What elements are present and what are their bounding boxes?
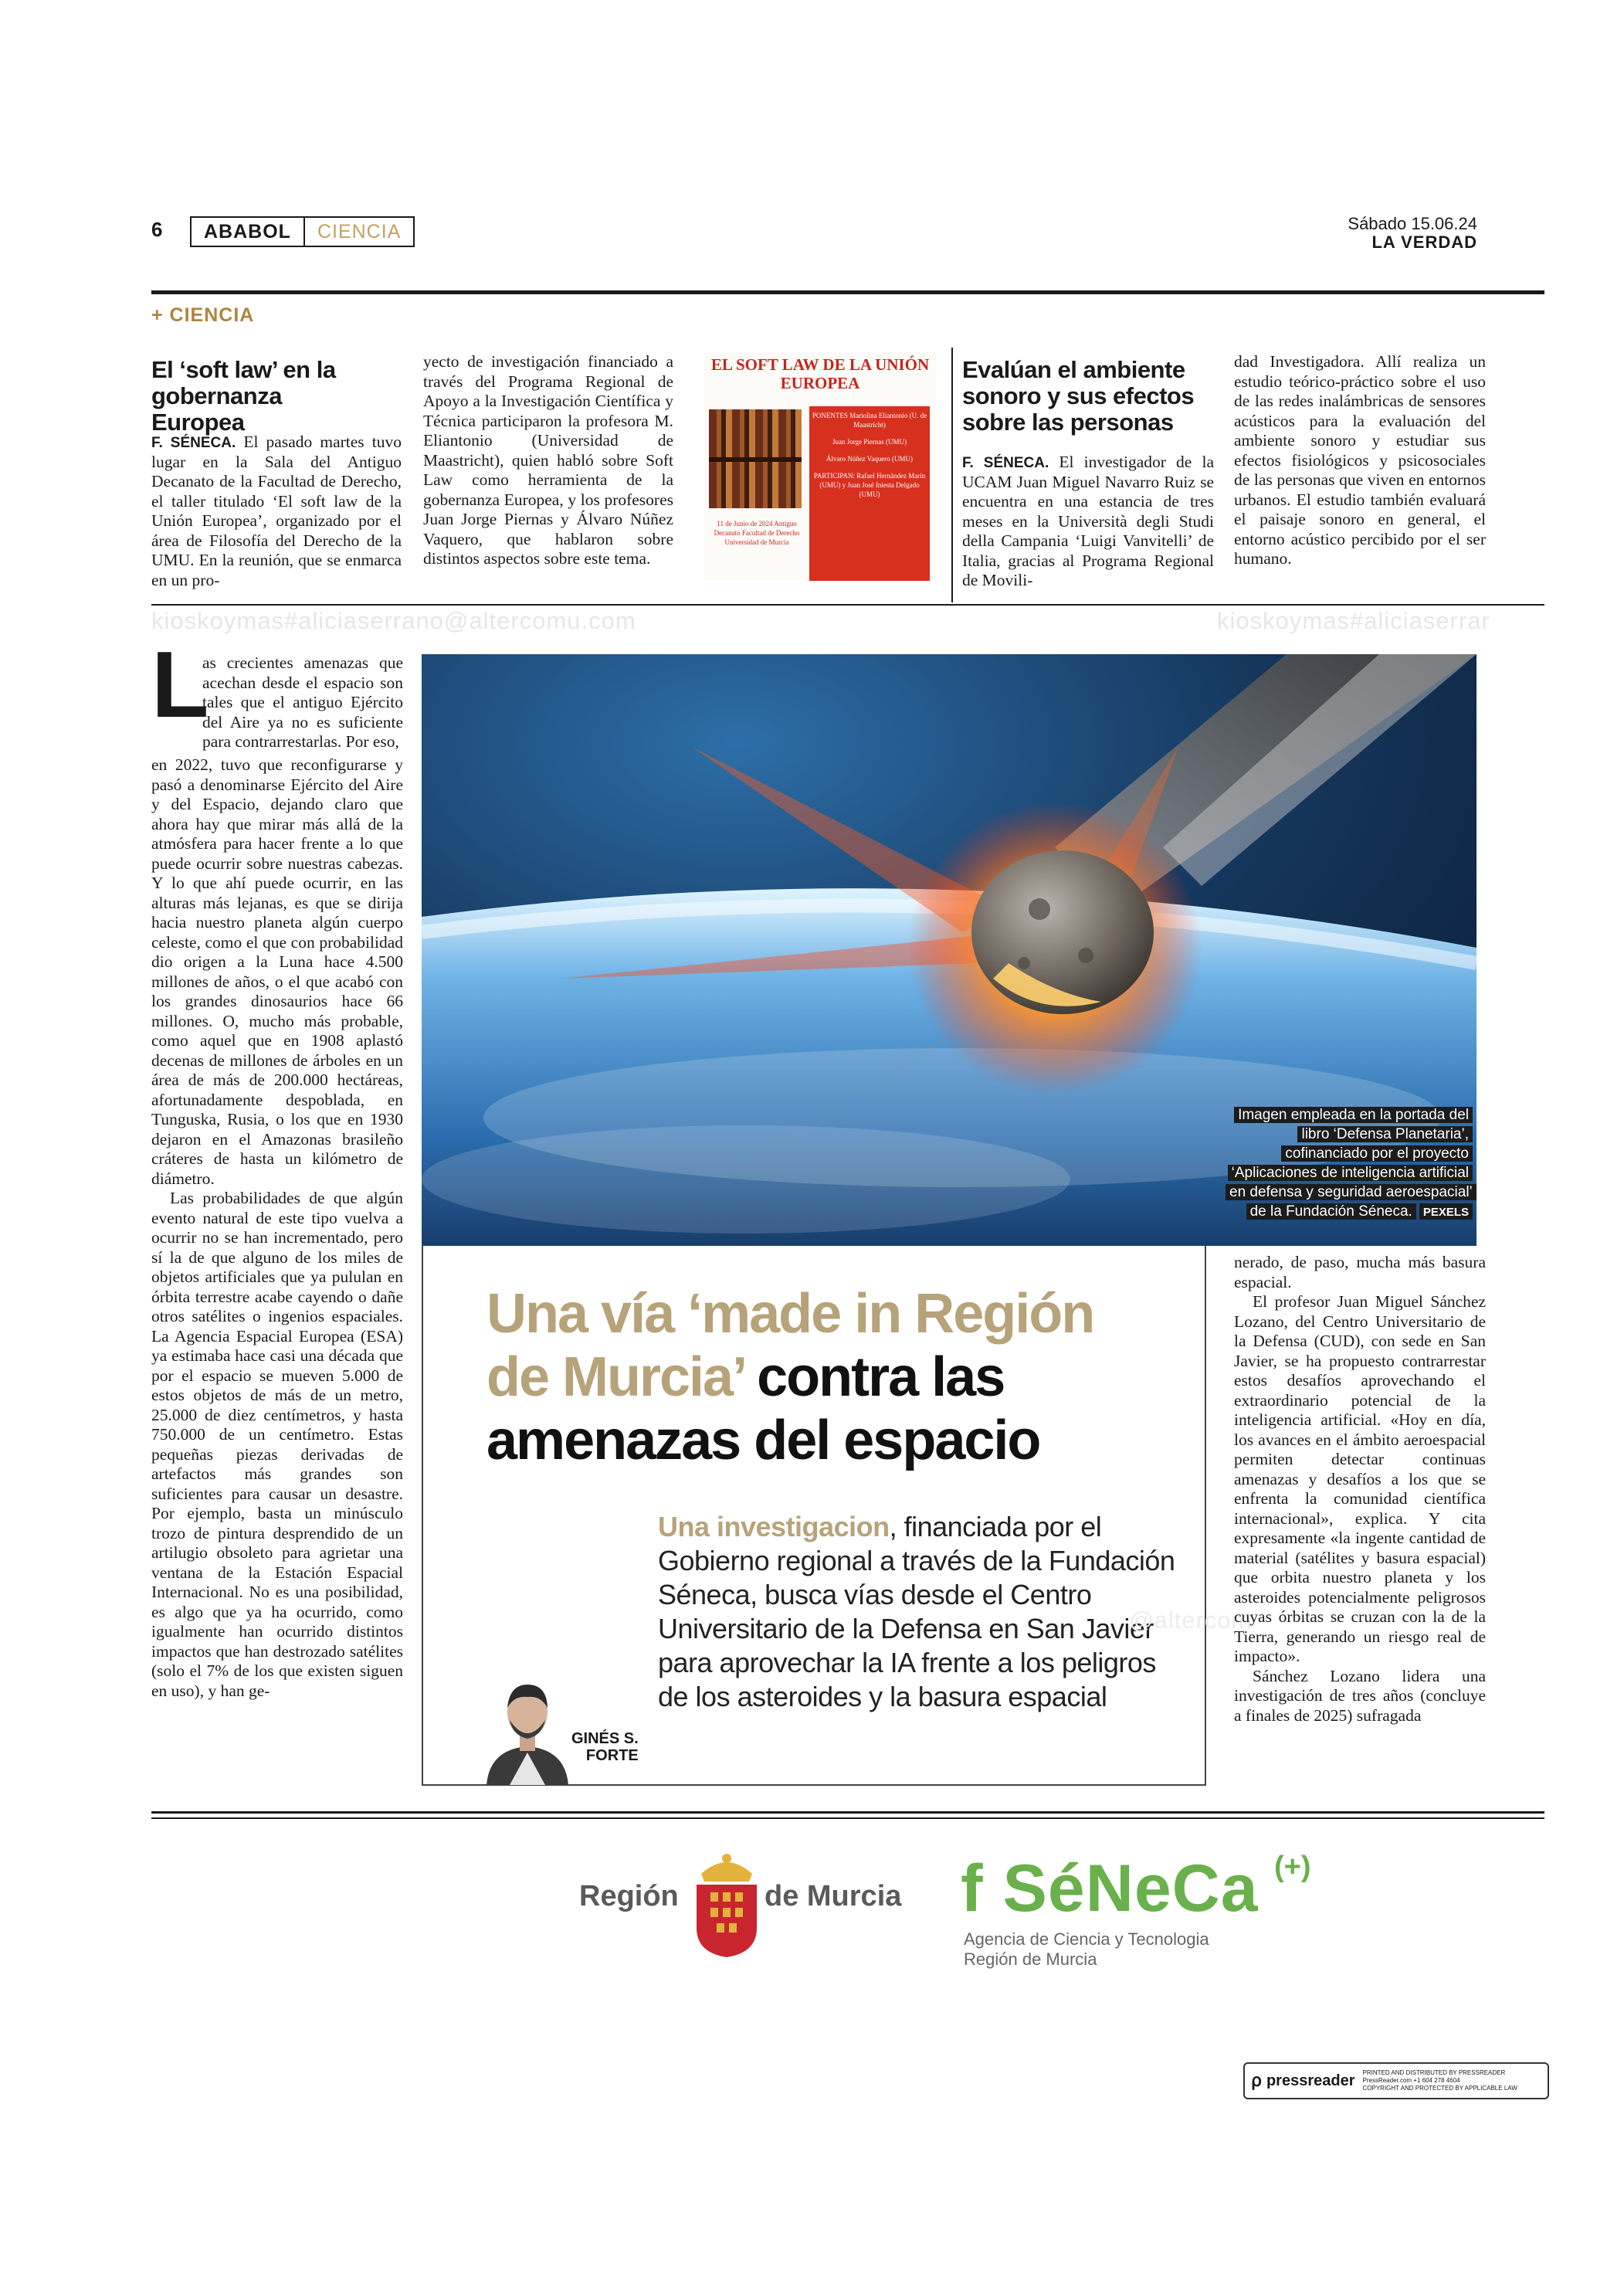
seneca-subtitle: Agencia de Ciencia y Tecnologia Región de Murcia — [964, 1929, 1209, 1969]
watermark-mid: @altercom — [1129, 1607, 1253, 1634]
region-murcia-crest-icon — [693, 1851, 760, 1959]
seneca-f: f — [961, 1851, 984, 1926]
pressreader-icon: ⍴ — [1251, 2071, 1262, 2090]
photo-caption: Imagen empleada en la portada del libro ‘Defensa Planetaria’, cofinanciado por el proyecto ‘Aplicaciones de inteligencia artificial en defensa y seguridad aeroespacial’ de la Fundación Séneca. PEXELS — [1226, 1105, 1473, 1222]
drop-cap: L — [151, 632, 209, 737]
book-date-place: 11 de Junio de 2024 Antiguo Decanato Facultad de Derecho Universidad de Murcia — [714, 520, 800, 546]
footer-rule-thin — [151, 1817, 1544, 1819]
article-col1-cont: en 2022, tuvo que reconfigurarse y pasó a denominarse Ejército del Aire y del Espacio, dejando claro que ahora hay que mirar más allá de la atmósfera para hacer frente a lo que puede ocurrir sobre nuestras cabezas. Y lo que ahí puede ocurrir, en las alturas más lejanas, es que se dirija hacia nuestro planeta algún cuerpo celeste, como el que con probabilidad dio origen a la Luna hace 4.500 millones de años, o el que acabó con los grandes dinosaurios hace 66 millones. O, mucho más probable, como aquel que en 1908 aplastó decenas de millones de árboles en un área de más de 200.000 hectáreas, afortunadamente despoblada, en Tunguska, Rusia, o los que en 1930 dejaron en el Amazonas brasileño cráteres de hasta un kilómetro de diámetro. Las probabilidades de que algún evento natural de este tipo vuelva a ocurrir no se han incrementado, pero sí la de que alguno de los miles de objetos artificiales que ya pululan en órbita terrestre acabe cayendo o dañe otros satélites o ingenios espaciales. La Agencia Espacial Europea (ESA) ya estimaba hace casi una década que por el espacio se mueven 5.000 de estos objetos de más de un metro, 25.000 de diez centímetros, y hasta 750.000 de un centímetro. Estas pequeñas piezas derivadas de artefactos más grandes son suficientes para causar un desastre. Por ejemplo, basta un minúsculo trozo de pintura desprendido de un artilugio obsoleto para agrietar una ventana de la Estación Espacial Internacional. No es una posibilidad, es algo que ya ha ocurrido, como igualmente han ocurrido distintos impactos que han destrozado satélites (solo el 7% de los que existen siguen en uso), y han ge- — [151, 755, 403, 1700]
header-rule — [151, 290, 1544, 294]
main-headline: Una vía ‘made in Región de Murcia’ contra las amenazas del espacio — [487, 1283, 1094, 1471]
issue-date: Sábado 15.06.24 — [1348, 214, 1477, 233]
region-murcia-right-text: de Murcia — [765, 1880, 902, 1912]
section-sub: CIENCIA — [317, 221, 402, 243]
page-number: 6 — [151, 218, 163, 241]
section-main: ABABOL — [192, 218, 305, 246]
brief1-col2: yecto de investigación financiado a través del Programa Regional de Apoyo a la Investigación Científica y Técnica participaron la profesora M. Eliantonio (Universidad de Maastricht), quien habló sobre Soft Law como herramienta de la gobernanza Europea, y los profesores Juan Jorge Piernas y Álvaro Núñez Vaquero, que hablaron sobre distintos aspectos sobre este tema. — [423, 352, 673, 568]
author-portrait — [479, 1672, 576, 1785]
bookshelf-picture — [709, 409, 802, 508]
brief1-col1: F. SÉNECA. El pasado martes tuvo lugar en la Sala del Antiguo Decanato de la Facultad de Derecho, el taller titulado ‘El soft law de la Unión Europea’, organizado por el área de Filosofía del Derecho de la UMU. En la reunión, que se enmarca en un pro- — [151, 433, 402, 589]
brief2-title: Evalúan el ambiente sonoro y sus efectos sobre las personas — [962, 356, 1195, 436]
watermark-left: kioskoymas#aliciaserrano@altercomu.com — [151, 607, 636, 634]
brief2-col2: dad Investigadora. Allí realiza un estudio teórico-práctico sobre el uso de las redes inalámbricas de sensores acústicos para la evaluación del ambiente sonoro y estudiar sus efectos fisiológicos y psicosociales de las personas que viven en entornos urbanos. El estudio también evaluará el paisaje sonoro en general, el entorno acústico percibido por el ser humano. — [1234, 352, 1486, 568]
seneca-logo: f SéNeCa — [961, 1851, 1259, 1926]
photo-credit: PEXELS — [1422, 1206, 1469, 1219]
article-deck: Una investigacion, financiada por el Gobierno regional a través de la Fundación Séneca, busca vías desde el Centro Universitario de la Defensa en San Javier para aprovechar la IA frente a los peligros de los asteroides y la basura espacial — [658, 1511, 1175, 1712]
brief1-title: El ‘soft law’ en la gobernanza Europea — [151, 356, 336, 436]
author-byline: GINÉS S. FORTE — [571, 1730, 639, 1764]
pressreader-badge: ⍴ pressreader PRINTED AND DISTRIBUTED BY PRESSREADER PressReader.com +1 604 278 4604 COPYRIGHT AND PROTECTED BY APPLICABLE LAW — [1243, 2062, 1549, 2099]
briefs-bottom-rule — [151, 604, 1544, 606]
book-speakers-panel: PONENTES Mariolina Eliantonio (U. de Maastricht) Juan Jorge Piernas (UMU) Álvaro Núñez Vaquero (UMU) PARTICIPAN: Rafael Hernández Marín (UMU) y Juan José Iniesta Delgado (UMU) — [809, 406, 930, 581]
seneca-plus: (+) — [1274, 1851, 1311, 1883]
section-kicker: + CIENCIA — [151, 304, 255, 326]
brief1-byline: F. SÉNECA. — [151, 435, 236, 451]
region-murcia-left-text: Región — [579, 1880, 679, 1912]
book-cover-image — [704, 352, 936, 581]
section-label — [190, 216, 415, 247]
article-lead-text: as crecientes amenazas que acechan desde el espacio son tales que el antiguo Ejército del Aire ya no es suficiente para contrarrestarlas. Por eso, — [202, 653, 403, 751]
watermark-right: kioskoymas#aliciaserrar — [1217, 607, 1490, 634]
column-divider — [951, 348, 953, 602]
brief2-col1: F. SÉNECA. El investigador de la UCAM Juan Miguel Navarro Ruiz se encuentra en una estancia de tres meses en la Università degli Studi della Campania ‘Luigi Vanvitelli’ de Italia, gracias al Programa Regional de Movili- — [962, 453, 1214, 589]
article-col2: nerado, de paso, mucha más basura espacial. El profesor Juan Miguel Sánchez Lozano, del Centro Universitario de la Defensa (CUD), con sede en San Javier, se ha propuesto contrarrestar estos desafíos aprovechando el extraordinario potencial de la inteligencia artificial. «Hoy en día, los avances en el ámbito aeroespacial permiten detectar continuas amenazas y desafíos a los que se enfrenta la comunidad científica internacional», explica. Y cita expresamente «la ingente cantidad de material (satélites y basura espacial) que orbita nuestro planeta y los asteroides potencialmente peligrosos cuyas órbitas se cruzan con la de la Tierra, generando un riesgo real de impacto». Sánchez Lozano lidera una investigación de tres años (concluye a finales de 2025) sufragada — [1234, 1253, 1486, 1725]
brief2-byline: F. SÉNECA. — [962, 455, 1049, 471]
book-title: EL SOFT LAW DE LA UNIÓN EUROPEA — [710, 355, 930, 392]
footer-rule — [151, 1811, 1544, 1814]
newspaper-name: LA VERDAD — [1371, 232, 1477, 252]
